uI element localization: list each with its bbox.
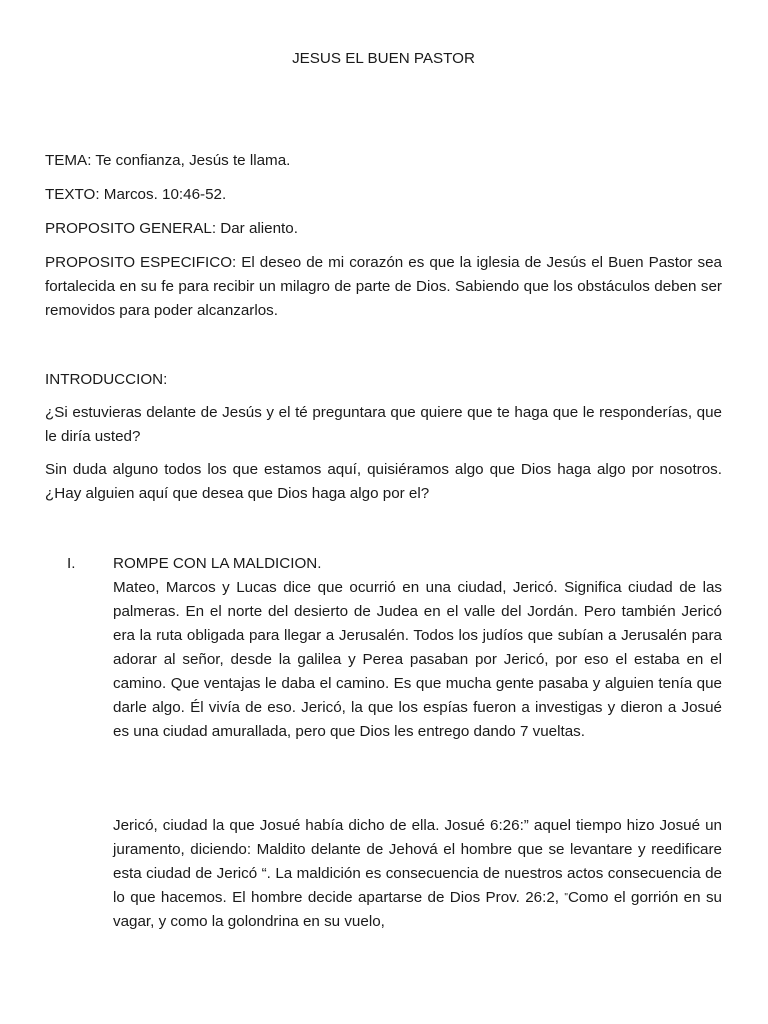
texto-line: TEXTO: Marcos. 10:46-52. — [45, 186, 227, 203]
section-1-number: I. — [67, 555, 76, 572]
section-1-quote-mark: " — [564, 892, 568, 903]
proposito-general-line: PROPOSITO GENERAL: Dar aliento. — [45, 220, 298, 237]
document-title: JESUS EL BUEN PASTOR — [292, 50, 475, 67]
proposito-especifico-paragraph: PROPOSITO ESPECIFICO: El deseo de mi corazón es que la iglesia de Jesús el Buen Pastor sea fortalecida en su fe para recibir un milagro de parte de Dios. Sabiendo que los obstáculos deben ser removidos para poder alcanzarlos. — [45, 254, 722, 319]
section-1-heading: ROMPE CON LA MALDICION. — [113, 555, 322, 572]
section-1-paragraph-2 — [113, 814, 722, 934]
introduccion-paragraph-1: ¿Si estuvieras delante de Jesús y el té preguntara que quiere que te haga que le responderías, que le diría usted? — [45, 404, 722, 445]
introduccion-heading: INTRODUCCION: — [45, 371, 168, 388]
document-page — [45, 0, 722, 1024]
section-1-paragraph-1: Mateo, Marcos y Lucas dice que ocurrió en una ciudad, Jericó. Significa ciudad de las palmeras. En el norte del desierto de Judea en el valle del Jordán. Pero también Jericó era la ruta obligada para llegar a Jerusalén. Todos los judíos que subían a Jerusalén para adorar al señor, desde la galilea y Perea pasaban por Jericó, por eso el estaba en el camino. Que ventajas le daba el camino. Es que mucha gente pasaba y alguien tenía que darle algo. Él vivía de eso. Jericó, la que los espías fueron a investigas y dieron a Josué es una ciudad amurallada, pero que Dios les entrego dando 7 vueltas. — [113, 579, 722, 740]
section-1-paragraph-2-end: Como el gorrión en su vagar, y como la golondrina en su vuelo, — [113, 889, 722, 930]
introduccion-paragraph-2: Sin duda alguno todos los que estamos aquí, quisiéramos algo que Dios haga algo por nosotros. ¿Hay alguien aquí que desea que Dios haga algo por el? — [45, 461, 722, 502]
section-1-paragraph-2-text: Jericó, ciudad la que Josué había dicho de ella. Josué 6:26:” aquel tiempo hizo Josué un juramento, diciendo: Maldito delante de Jehová el hombre que se levantare y reedificare esta ciudad de Jericó “. La maldición es consecuencia de nuestros actos consecuencia de lo que hacemos. El hombre decide apartarse de Dios Prov. 26:2, — [113, 817, 722, 906]
tema-line: TEMA: Te confianza, Jesús te llama. — [45, 152, 291, 169]
